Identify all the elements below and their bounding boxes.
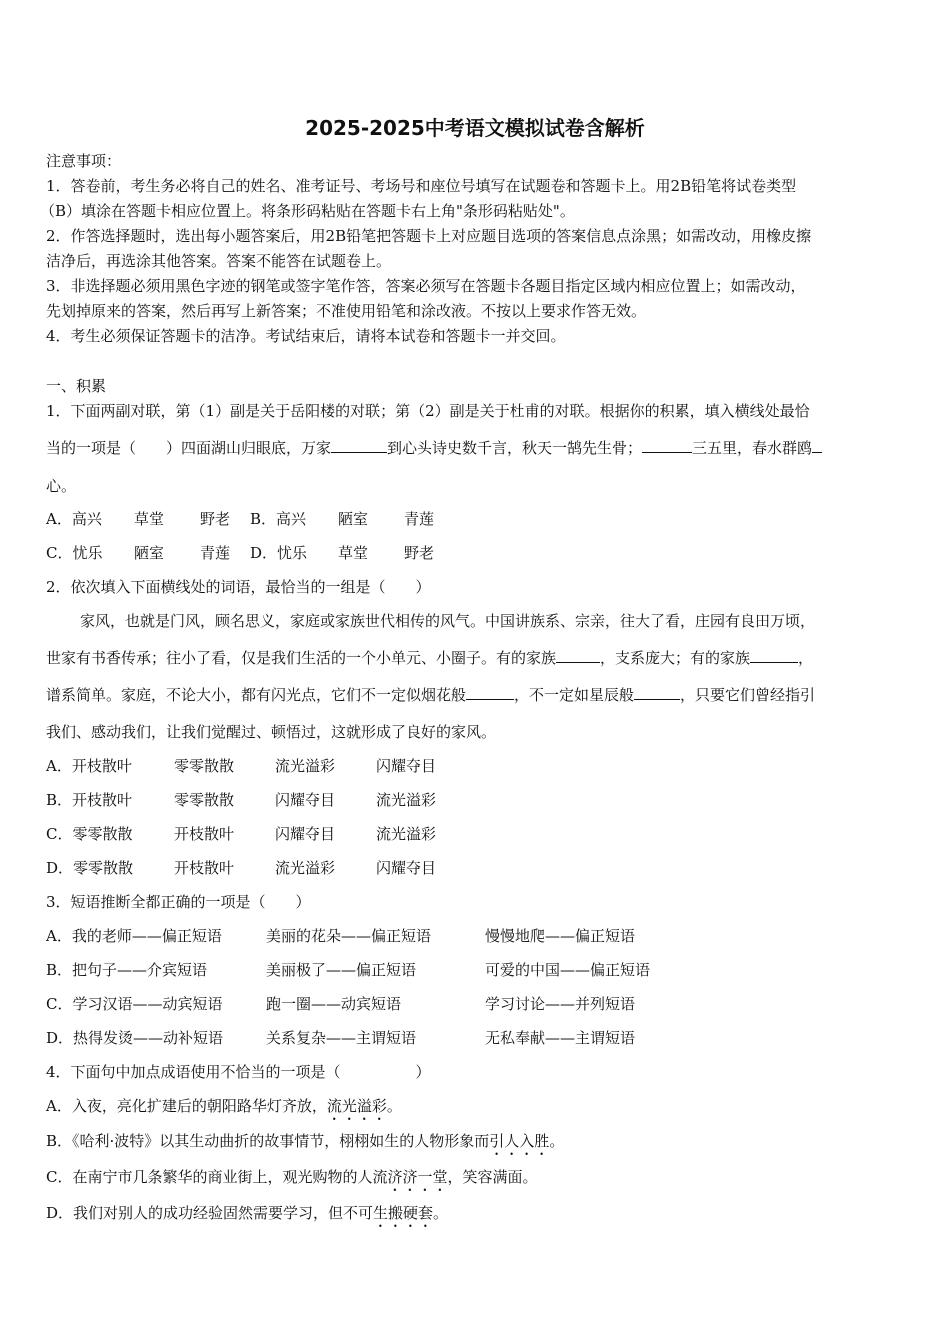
q1-stem: 1．下面两副对联，第（1）副是关于岳阳楼的对联；第（2）副是关于杜甫的对联。根据你的积累，填入横线处最恰 xyxy=(46,402,810,420)
notice-line: 2．作答选择题时，选出每小题答案后，用2B铅笔把答题卡上对应题目选项的答案信息点涂黑；如需改动，用橡皮擦 xyxy=(46,227,812,245)
notice-line: 1．答卷前，考生务必将自己的姓名、准考证号、考场号和座位号填写在试题卷和答题卡上。用2B铅笔将试卷类型 xyxy=(46,177,797,195)
notice-line: （B）填涂在答题卡相应位置上。将条形码粘贴在答题卡右上角"条形码粘贴处"。 xyxy=(40,202,575,220)
dotted-idiom: 生搬硬套 xyxy=(373,1204,434,1222)
q1-options-ab: A．高兴 草堂 野老 B．高兴 陋室 青莲 xyxy=(46,510,435,528)
q4-stem: 4．下面句中加点成语使用不恰当的一项是（ ） xyxy=(46,1063,431,1081)
q3-option[interactable]: A．我的老师——偏正短语 美丽的花朵——偏正短语 慢慢地爬——偏正短语 xyxy=(46,927,636,945)
option-b[interactable]: B．高兴 xyxy=(250,510,307,528)
notice-line: 4．考生必须保证答题卡的洁净。考试结束后，请将本试卷和答题卡一并交回。 xyxy=(46,327,566,345)
answer-blank xyxy=(812,438,822,453)
q4-option-b[interactable]: B．《哈利·波特》以其生动曲折的故事情节，栩栩如生的人物形象而引人入胜。 xyxy=(46,1132,565,1150)
q3-option[interactable]: D．热得发烫——动补短语 关系复杂——主谓短语 无私奉献——主谓短语 xyxy=(46,1029,636,1047)
q2-passage-line: 谱系简单。家庭，不论大小，都有闪光点，它们不一定似烟花般 ，不一定如星辰般 ，只要它们曾经指引 xyxy=(46,686,816,704)
q2-option[interactable]: B．开枝散叶 零零散散 闪耀夺目 流光溢彩 xyxy=(46,791,437,809)
q2-passage-line: 我们、感动我们，让我们觉醒过、顿悟过，这就形成了良好的家风。 xyxy=(46,723,497,741)
notice-line: 3．非选择题必须用黑色字迹的钢笔或签字笔作答，答案必须写在答题卡各题目指定区域内相应位置上；如需改动， xyxy=(46,277,806,295)
answer-blank xyxy=(331,438,387,453)
page-title: 2025-2025中考语文模拟试卷含解析 xyxy=(305,116,645,140)
answer-blank xyxy=(466,685,514,700)
notice-line: 洁净后，再选涂其他答案。答案不能答在试题卷上。 xyxy=(46,252,392,270)
option-d[interactable]: D．忧乐 xyxy=(250,544,308,562)
q3-option[interactable]: B．把句子——介宾短语 美丽极了——偏正短语 可爱的中国——偏正短语 xyxy=(46,961,651,979)
q2-passage-line: 家风，也就是门风，顾名思义，家庭或家族世代相传的风气。中国讲族系、宗亲，往大了看，庄园有良田万顷， xyxy=(80,612,816,630)
q1-couplet-end: 心。 xyxy=(46,477,77,495)
dotted-idiom: 济济一堂 xyxy=(387,1168,448,1186)
q1-couplet: 当的一项是（ ）四面湖山归眼底，万家 到心头诗史数千言，秋天一鹄先生骨； 三五里，春水群鸥 xyxy=(46,438,822,458)
q4-option-a[interactable]: A．入夜，亮化扩建后的朝阳路华灯齐放，流光溢彩。 xyxy=(46,1097,402,1115)
q2-stem: 2．依次填入下面横线处的词语，最恰当的一组是（ ） xyxy=(46,578,431,596)
section-heading: 一、积累 xyxy=(46,377,107,395)
answer-blank xyxy=(642,438,692,453)
notice-line: 先划掉原来的答案，然后再写上新答案；不准使用铅笔和涂改液。不按以上要求作答无效。 xyxy=(46,302,647,320)
notice-heading: 注意事项： xyxy=(46,152,122,170)
answer-blank xyxy=(750,648,798,663)
q3-option[interactable]: C．学习汉语——动宾短语 跑一圈——动宾短语 学习讨论——并列短语 xyxy=(46,995,636,1013)
q2-passage-line: 世家有书香传承；往小了看，仅是我们生活的一个小单元、小圈子。有的家族 ，支系庞大；有的家族 ， xyxy=(46,649,814,667)
q4-option-c[interactable]: C．在南宁市几条繁华的商业街上，观光购物的人流济济一堂，笑容满面。 xyxy=(46,1168,538,1186)
option-c[interactable]: C．忧乐 xyxy=(46,544,103,562)
q2-option[interactable]: D．零零散散 开枝散叶 流光溢彩 闪耀夺目 xyxy=(46,859,437,877)
q1-options-cd: C．忧乐 陋室 青莲 D．忧乐 草堂 野老 xyxy=(46,544,435,562)
q4-option-d[interactable]: D．我们对别人的成功经验固然需要学习，但不可生搬硬套。 xyxy=(46,1204,449,1222)
q2-option[interactable]: A．开枝散叶 零零散散 流光溢彩 闪耀夺目 xyxy=(46,757,437,775)
answer-blank xyxy=(634,685,680,700)
dotted-idiom: 引人入胜 xyxy=(489,1132,550,1150)
q3-stem: 3．短语推断全都正确的一项是（ ） xyxy=(46,893,311,911)
q2-option[interactable]: C．零零散散 开枝散叶 闪耀夺目 流光溢彩 xyxy=(46,825,437,843)
dotted-idiom: 流光溢彩 xyxy=(326,1097,387,1115)
answer-blank xyxy=(556,648,600,663)
option-a[interactable]: A．高兴 xyxy=(46,510,102,528)
